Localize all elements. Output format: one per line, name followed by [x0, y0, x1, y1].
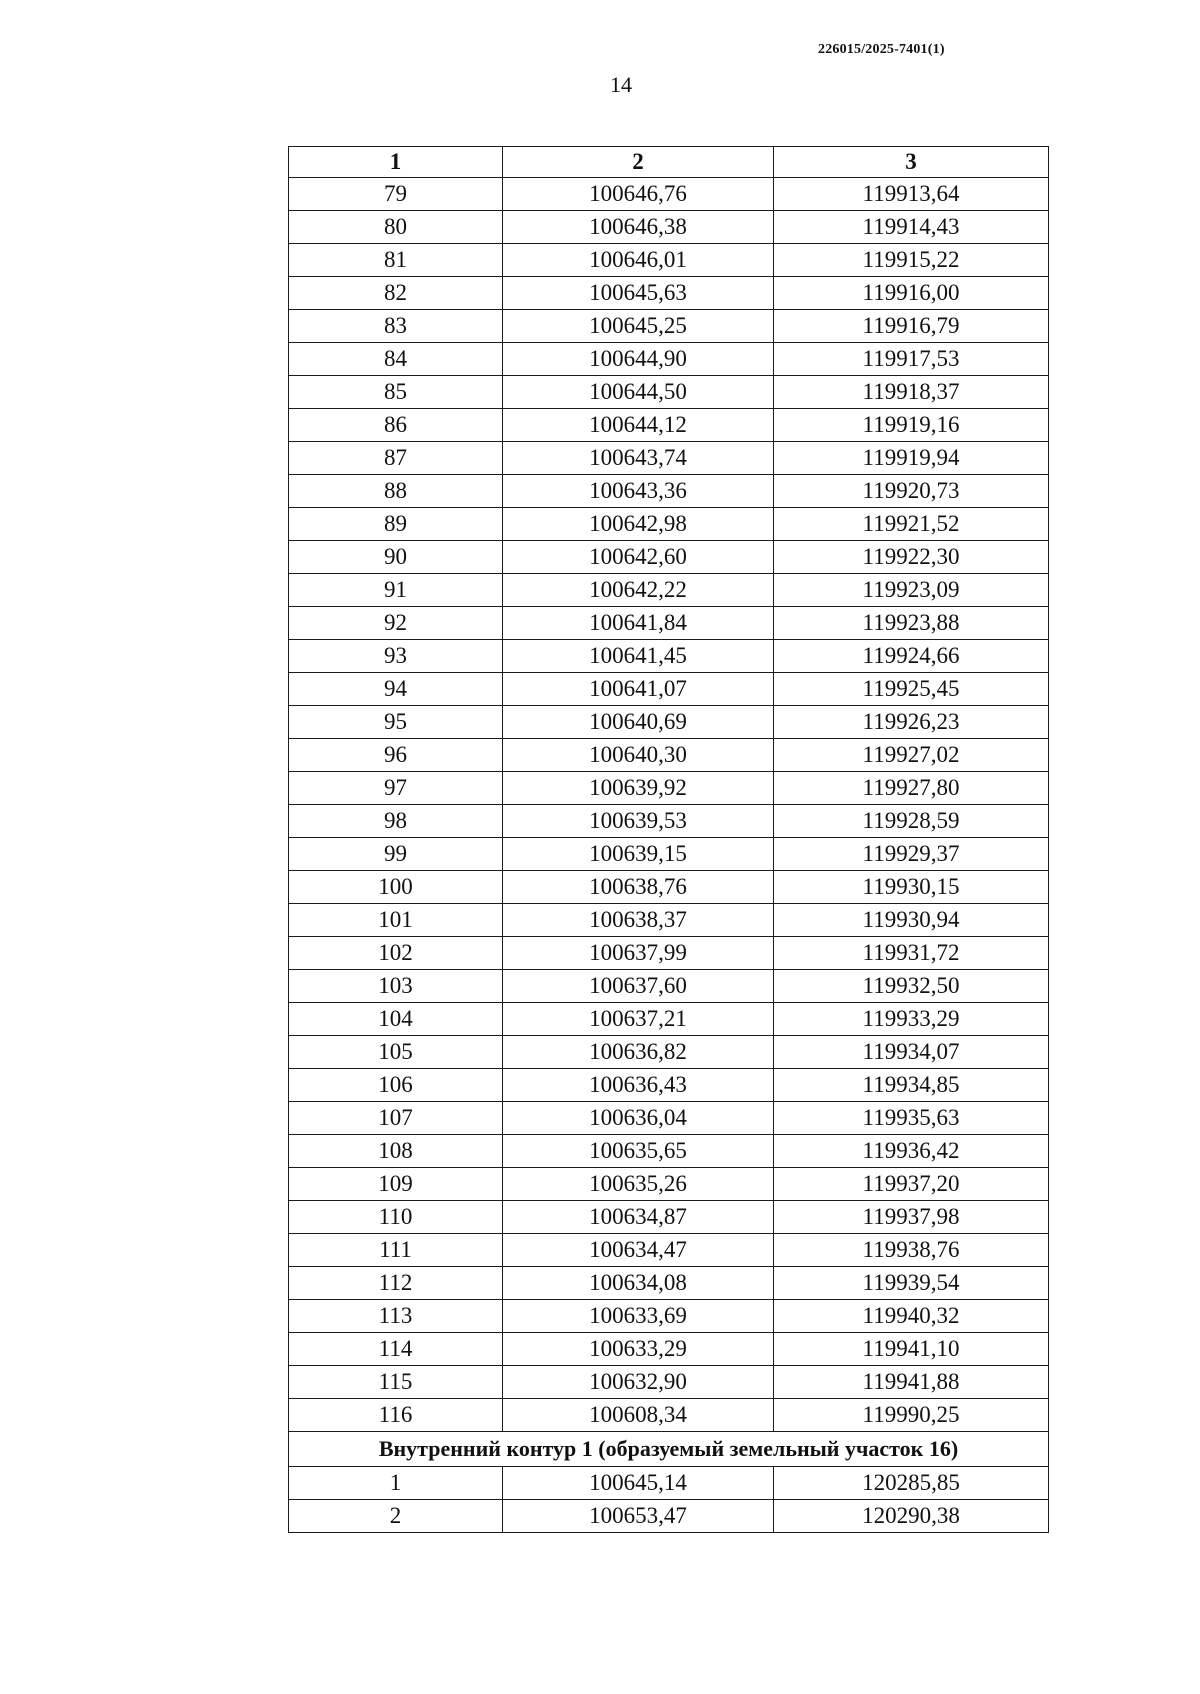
point-number-cell: 99	[289, 838, 503, 871]
y-coordinate-cell: 119917,53	[774, 343, 1049, 376]
point-number-cell: 115	[289, 1366, 503, 1399]
point-number-cell: 100	[289, 871, 503, 904]
y-coordinate-cell: 120285,85	[774, 1467, 1049, 1500]
x-coordinate-cell: 100637,60	[503, 970, 774, 1003]
table-row	[289, 1135, 1049, 1168]
table-row	[289, 640, 1049, 673]
y-coordinate-cell: 119924,66	[774, 640, 1049, 673]
table-row	[289, 1003, 1049, 1036]
y-coordinate-cell: 119939,54	[774, 1267, 1049, 1300]
x-coordinate-cell: 100644,12	[503, 409, 774, 442]
x-coordinate-cell: 100642,22	[503, 574, 774, 607]
y-coordinate-cell: 119926,23	[774, 706, 1049, 739]
x-coordinate-cell: 100632,90	[503, 1366, 774, 1399]
point-number-cell: 88	[289, 475, 503, 508]
point-number-cell: 90	[289, 541, 503, 574]
table-row	[289, 772, 1049, 805]
y-coordinate-cell: 119921,52	[774, 508, 1049, 541]
x-coordinate-cell: 100633,29	[503, 1333, 774, 1366]
point-number-cell: 116	[289, 1399, 503, 1432]
table-row	[289, 706, 1049, 739]
point-number-cell: 107	[289, 1102, 503, 1135]
table-row	[289, 937, 1049, 970]
point-number-cell: 82	[289, 277, 503, 310]
x-coordinate-cell: 100646,76	[503, 178, 774, 211]
point-number-cell: 98	[289, 805, 503, 838]
x-coordinate-cell: 100641,07	[503, 673, 774, 706]
point-number-cell: 80	[289, 211, 503, 244]
y-coordinate-cell: 119935,63	[774, 1102, 1049, 1135]
section-header-row	[289, 1432, 1049, 1467]
x-coordinate-cell: 100634,87	[503, 1201, 774, 1234]
point-number-cell: 93	[289, 640, 503, 673]
point-number-cell: 89	[289, 508, 503, 541]
table-row	[289, 343, 1049, 376]
point-number-cell: 112	[289, 1267, 503, 1300]
table-row	[289, 310, 1049, 343]
table-row	[289, 1234, 1049, 1267]
point-number-cell: 1	[289, 1467, 503, 1500]
y-coordinate-cell: 119913,64	[774, 178, 1049, 211]
x-coordinate-cell: 100634,47	[503, 1234, 774, 1267]
table-row	[289, 871, 1049, 904]
y-coordinate-cell: 119936,42	[774, 1135, 1049, 1168]
point-number-cell: 85	[289, 376, 503, 409]
y-coordinate-cell: 119915,22	[774, 244, 1049, 277]
x-coordinate-cell: 100653,47	[503, 1500, 774, 1533]
point-number-cell: 103	[289, 970, 503, 1003]
table-row	[289, 1333, 1049, 1366]
point-number-cell: 110	[289, 1201, 503, 1234]
table-row	[289, 376, 1049, 409]
point-number-cell: 102	[289, 937, 503, 970]
point-number-cell: 106	[289, 1069, 503, 1102]
table-row	[289, 1036, 1049, 1069]
y-coordinate-cell: 119941,10	[774, 1333, 1049, 1366]
x-coordinate-cell: 100644,90	[503, 343, 774, 376]
y-coordinate-cell: 119990,25	[774, 1399, 1049, 1432]
table-row	[289, 739, 1049, 772]
y-coordinate-cell: 119934,07	[774, 1036, 1049, 1069]
x-coordinate-cell: 100645,63	[503, 277, 774, 310]
point-number-cell: 94	[289, 673, 503, 706]
y-coordinate-cell: 120290,38	[774, 1500, 1049, 1533]
x-coordinate-cell: 100645,14	[503, 1467, 774, 1500]
table-row	[289, 277, 1049, 310]
y-coordinate-cell: 119938,76	[774, 1234, 1049, 1267]
column-header-3: 3	[774, 147, 1049, 178]
point-number-cell: 96	[289, 739, 503, 772]
point-number-cell: 95	[289, 706, 503, 739]
table-row	[289, 409, 1049, 442]
x-coordinate-cell: 100637,99	[503, 937, 774, 970]
x-coordinate-cell: 100637,21	[503, 1003, 774, 1036]
table-row	[289, 838, 1049, 871]
point-number-cell: 114	[289, 1333, 503, 1366]
y-coordinate-cell: 119925,45	[774, 673, 1049, 706]
table-row	[289, 574, 1049, 607]
x-coordinate-cell: 100641,45	[503, 640, 774, 673]
y-coordinate-cell: 119934,85	[774, 1069, 1049, 1102]
coordinates-table-body	[289, 147, 1049, 1533]
section-table-row	[289, 1467, 1049, 1500]
table-row	[289, 1300, 1049, 1333]
table-header-row	[289, 147, 1049, 178]
x-coordinate-cell: 100633,69	[503, 1300, 774, 1333]
table-row	[289, 178, 1049, 211]
x-coordinate-cell: 100638,37	[503, 904, 774, 937]
x-coordinate-cell: 100638,76	[503, 871, 774, 904]
y-coordinate-cell: 119929,37	[774, 838, 1049, 871]
x-coordinate-cell: 100643,74	[503, 442, 774, 475]
table-row	[289, 475, 1049, 508]
coordinates-table	[288, 146, 1049, 1533]
point-number-cell: 87	[289, 442, 503, 475]
section-table-row	[289, 1500, 1049, 1533]
y-coordinate-cell: 119916,79	[774, 310, 1049, 343]
x-coordinate-cell: 100639,92	[503, 772, 774, 805]
x-coordinate-cell: 100643,36	[503, 475, 774, 508]
table-row	[289, 442, 1049, 475]
y-coordinate-cell: 119933,29	[774, 1003, 1049, 1036]
page-number: 14	[610, 72, 632, 97]
point-number-cell: 104	[289, 1003, 503, 1036]
x-coordinate-cell: 100636,04	[503, 1102, 774, 1135]
x-coordinate-cell: 100636,43	[503, 1069, 774, 1102]
point-number-cell: 86	[289, 409, 503, 442]
x-coordinate-cell: 100636,82	[503, 1036, 774, 1069]
table-row	[289, 904, 1049, 937]
y-coordinate-cell: 119914,43	[774, 211, 1049, 244]
x-coordinate-cell: 100640,30	[503, 739, 774, 772]
x-coordinate-cell: 100646,01	[503, 244, 774, 277]
y-coordinate-cell: 119920,73	[774, 475, 1049, 508]
x-coordinate-cell: 100635,26	[503, 1168, 774, 1201]
table-row	[289, 1267, 1049, 1300]
y-coordinate-cell: 119922,30	[774, 541, 1049, 574]
table-row	[289, 211, 1049, 244]
point-number-cell: 83	[289, 310, 503, 343]
x-coordinate-cell: 100608,34	[503, 1399, 774, 1432]
x-coordinate-cell: 100641,84	[503, 607, 774, 640]
y-coordinate-cell: 119941,88	[774, 1366, 1049, 1399]
x-coordinate-cell: 100634,08	[503, 1267, 774, 1300]
y-coordinate-cell: 119937,98	[774, 1201, 1049, 1234]
section-title: Внутренний контур 1 (образуемый земельный участок 16)	[289, 1432, 1049, 1467]
x-coordinate-cell: 100639,53	[503, 805, 774, 838]
x-coordinate-cell: 100635,65	[503, 1135, 774, 1168]
point-number-cell: 2	[289, 1500, 503, 1533]
table-row	[289, 607, 1049, 640]
table-row	[289, 1399, 1049, 1432]
y-coordinate-cell: 119919,16	[774, 409, 1049, 442]
point-number-cell: 105	[289, 1036, 503, 1069]
y-coordinate-cell: 119923,88	[774, 607, 1049, 640]
y-coordinate-cell: 119918,37	[774, 376, 1049, 409]
table-row	[289, 805, 1049, 838]
y-coordinate-cell: 119930,94	[774, 904, 1049, 937]
y-coordinate-cell: 119916,00	[774, 277, 1049, 310]
document-number: 226015/2025-7401(1)	[818, 42, 945, 57]
table-row	[289, 1168, 1049, 1201]
point-number-cell: 92	[289, 607, 503, 640]
x-coordinate-cell: 100646,38	[503, 211, 774, 244]
y-coordinate-cell: 119937,20	[774, 1168, 1049, 1201]
table-row	[289, 1069, 1049, 1102]
table-row	[289, 508, 1049, 541]
table-row	[289, 1366, 1049, 1399]
y-coordinate-cell: 119932,50	[774, 970, 1049, 1003]
y-coordinate-cell: 119927,02	[774, 739, 1049, 772]
point-number-cell: 79	[289, 178, 503, 211]
point-number-cell: 109	[289, 1168, 503, 1201]
point-number-cell: 113	[289, 1300, 503, 1333]
x-coordinate-cell: 100642,60	[503, 541, 774, 574]
column-header-2: 2	[503, 147, 774, 178]
x-coordinate-cell: 100642,98	[503, 508, 774, 541]
table-row	[289, 1201, 1049, 1234]
x-coordinate-cell: 100644,50	[503, 376, 774, 409]
column-header-1: 1	[289, 147, 503, 178]
table-row	[289, 541, 1049, 574]
y-coordinate-cell: 119919,94	[774, 442, 1049, 475]
x-coordinate-cell: 100640,69	[503, 706, 774, 739]
table-row	[289, 1102, 1049, 1135]
y-coordinate-cell: 119940,32	[774, 1300, 1049, 1333]
y-coordinate-cell: 119931,72	[774, 937, 1049, 970]
table-row	[289, 244, 1049, 277]
point-number-cell: 111	[289, 1234, 503, 1267]
point-number-cell: 81	[289, 244, 503, 277]
point-number-cell: 108	[289, 1135, 503, 1168]
x-coordinate-cell: 100645,25	[503, 310, 774, 343]
point-number-cell: 84	[289, 343, 503, 376]
point-number-cell: 101	[289, 904, 503, 937]
point-number-cell: 97	[289, 772, 503, 805]
table-row	[289, 673, 1049, 706]
x-coordinate-cell: 100639,15	[503, 838, 774, 871]
y-coordinate-cell: 119930,15	[774, 871, 1049, 904]
y-coordinate-cell: 119928,59	[774, 805, 1049, 838]
table-row	[289, 970, 1049, 1003]
point-number-cell: 91	[289, 574, 503, 607]
y-coordinate-cell: 119923,09	[774, 574, 1049, 607]
y-coordinate-cell: 119927,80	[774, 772, 1049, 805]
